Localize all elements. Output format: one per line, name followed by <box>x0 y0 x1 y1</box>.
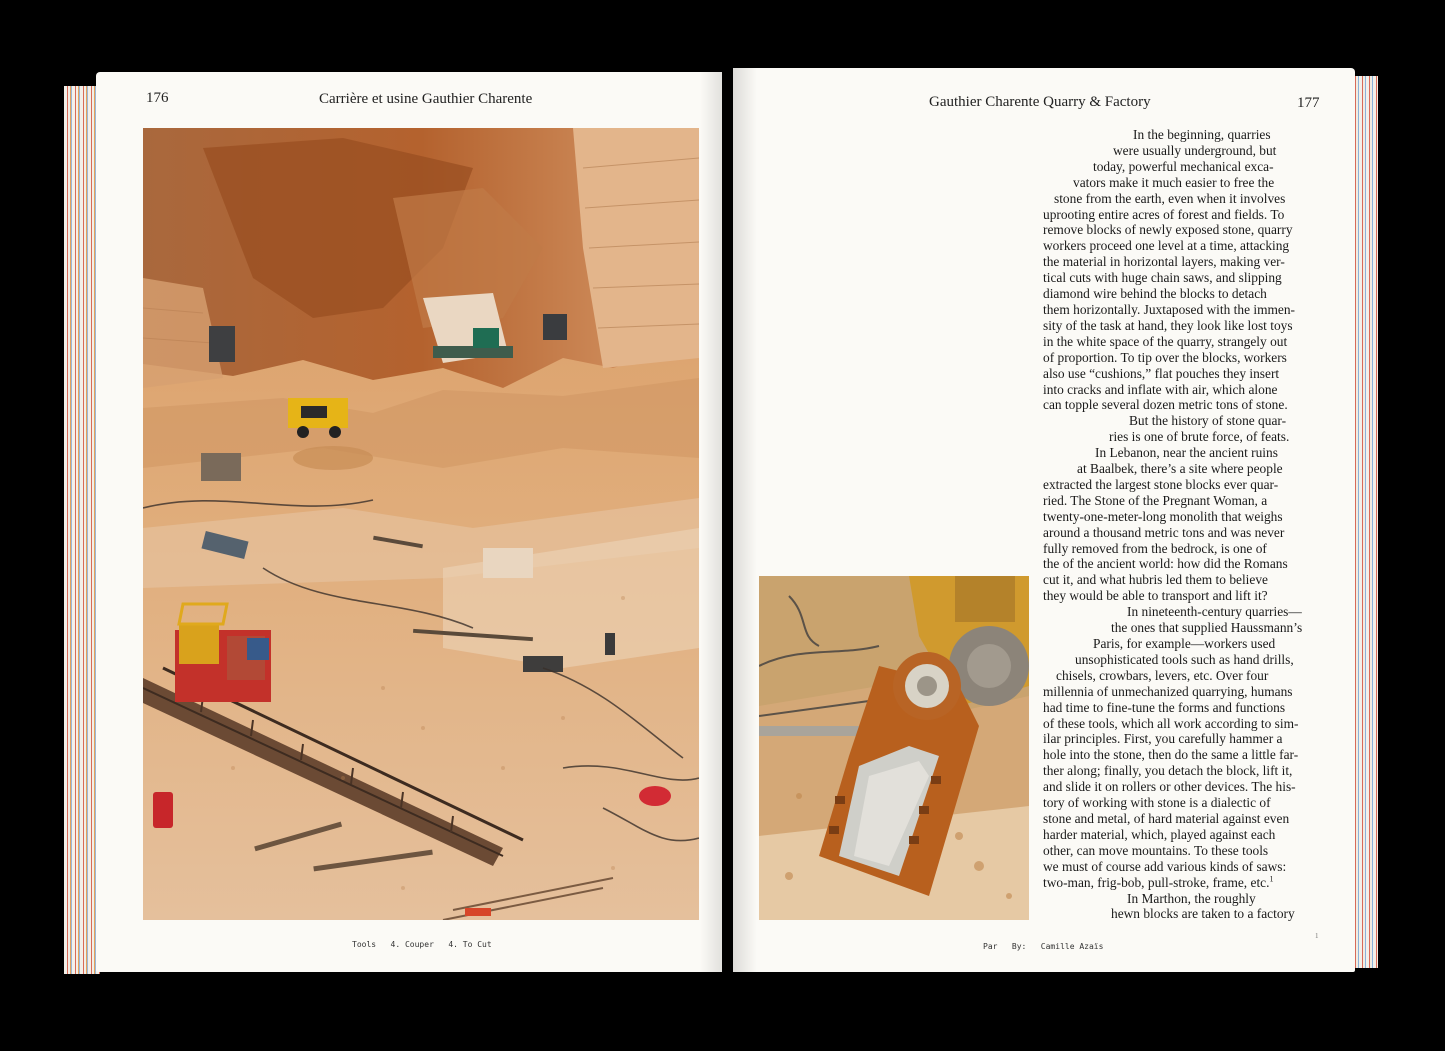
text-line: were usually underground, but <box>1113 142 1277 158</box>
corner-mark: 1 <box>1315 932 1319 940</box>
text-line: ilar principles. First, you carefully hammer a <box>1043 731 1283 747</box>
page-edges-left <box>64 86 100 974</box>
text-line: in the white space of the quarry, strangely out <box>1043 333 1288 349</box>
text-line: of these tools, which all work according to sim- <box>1043 715 1299 731</box>
text-line: the of the ancient world: how did the Romans <box>1043 556 1288 572</box>
page-number-right: 177 <box>1297 95 1320 111</box>
text-line: cut it, and what hubris led them to believe <box>1043 572 1268 588</box>
text-line: ther along; finally, you detach the block, lift it, <box>1043 763 1293 779</box>
page-edges-right <box>1352 76 1378 968</box>
text-line: But the history of stone quar- <box>1129 413 1287 429</box>
running-head-right: Gauthier Charente Quarry & Factory <box>929 94 1151 110</box>
text-line: hewn blocks are taken to a factory <box>1111 906 1295 922</box>
text-line: tical cuts with huge chain saws, and slipping <box>1043 270 1282 286</box>
page-number-left: 176 <box>146 90 169 106</box>
text-line: and slide it on rollers or other devices. The his- <box>1043 779 1296 795</box>
text-line: into cracks and inflate with air, which alone <box>1043 381 1278 397</box>
chainsaw-photo <box>759 576 1029 920</box>
text-line: also use “cushions,” flat pouches they insert <box>1043 365 1280 381</box>
text-line: sity of the task at hand, they look like lost toys <box>1043 317 1293 333</box>
text-line: diamond wire behind the blocks to detach <box>1043 286 1267 302</box>
text-line: workers proceed one level at a time, attacking <box>1043 238 1290 254</box>
text-line: millennia of unmechanized quarrying, humans <box>1043 683 1293 699</box>
footer-right: Par By: Camille Azaïs <box>983 942 1104 951</box>
text-line: vators make it much easier to free the <box>1073 174 1275 190</box>
left-page <box>96 72 722 972</box>
text-line: tory of working with stone is a dialectic of <box>1043 795 1271 811</box>
text-line: twenty-one-meter-long monolith that weighs <box>1043 508 1283 524</box>
text-line: extracted the largest stone blocks ever quar- <box>1043 476 1279 492</box>
text-line: hole into the stone, then do the same a little far- <box>1043 747 1299 763</box>
text-line: stone and metal, of hard material against even <box>1043 810 1290 826</box>
text-line: at Baalbek, there’s a site where people <box>1077 461 1283 477</box>
text-line: them horizontally. Juxtaposed with the immen- <box>1043 301 1296 317</box>
text-line: can topple several dozen metric tons of stone. <box>1043 397 1288 413</box>
text-line: other, can move mountains. To these tools <box>1043 842 1269 858</box>
right-page <box>733 68 1355 972</box>
text-line: the material in horizontal layers, making ver- <box>1043 254 1285 270</box>
text-line: of proportion. To tip over the blocks, workers <box>1043 349 1287 365</box>
text-line: ries is one of brute force, of feats. <box>1109 429 1290 445</box>
text-line: stone from the earth, even when it involves <box>1054 190 1286 206</box>
footnote-ref[interactable]: 1 <box>1269 874 1274 884</box>
text-line: ried. The Stone of the Pregnant Woman, a <box>1043 492 1268 508</box>
article-body <box>1043 127 1318 922</box>
text-line: In Lebanon, near the ancient ruins <box>1095 445 1278 461</box>
quarry-photo <box>143 128 699 920</box>
text-line: In the beginning, quarries <box>1133 127 1271 142</box>
text-line: around a thousand metric tons and was never <box>1043 524 1285 540</box>
text-line: In Marthon, the roughly <box>1127 890 1256 906</box>
text-line: today, powerful mechanical exca- <box>1093 158 1274 174</box>
text-line: chisels, crowbars, levers, etc. Over four <box>1056 667 1269 683</box>
text-line: Paris, for example—workers used <box>1093 636 1276 651</box>
text-line: they would be able to transport and lift it? <box>1043 588 1268 604</box>
text-line: In nineteenth-century quarries— <box>1127 604 1302 620</box>
text-line: had time to fine-tune the forms and functions <box>1043 699 1286 715</box>
text-line: harder material, which, played against each <box>1043 826 1276 842</box>
running-head-left: Carrière et usine Gauthier Charente <box>319 91 533 107</box>
text-line: fully removed from the bedrock, is one of <box>1043 540 1267 556</box>
text-line: unsophisticated tools such as hand drills, <box>1075 651 1294 667</box>
text-line: uprooting entire acres of forest and fields. To <box>1043 206 1285 222</box>
text-line: the ones that supplied Haussmann’s <box>1111 620 1303 636</box>
text-line: two-man, frig-bob, pull-stroke, frame, etc.$^1$ <box>1043 874 1274 890</box>
text-line: we must of course add various kinds of saws: <box>1043 858 1287 874</box>
footer-left: Tools 4. Couper 4. To Cut <box>352 940 492 949</box>
text-line: remove blocks of newly exposed stone, quarry <box>1043 222 1293 238</box>
